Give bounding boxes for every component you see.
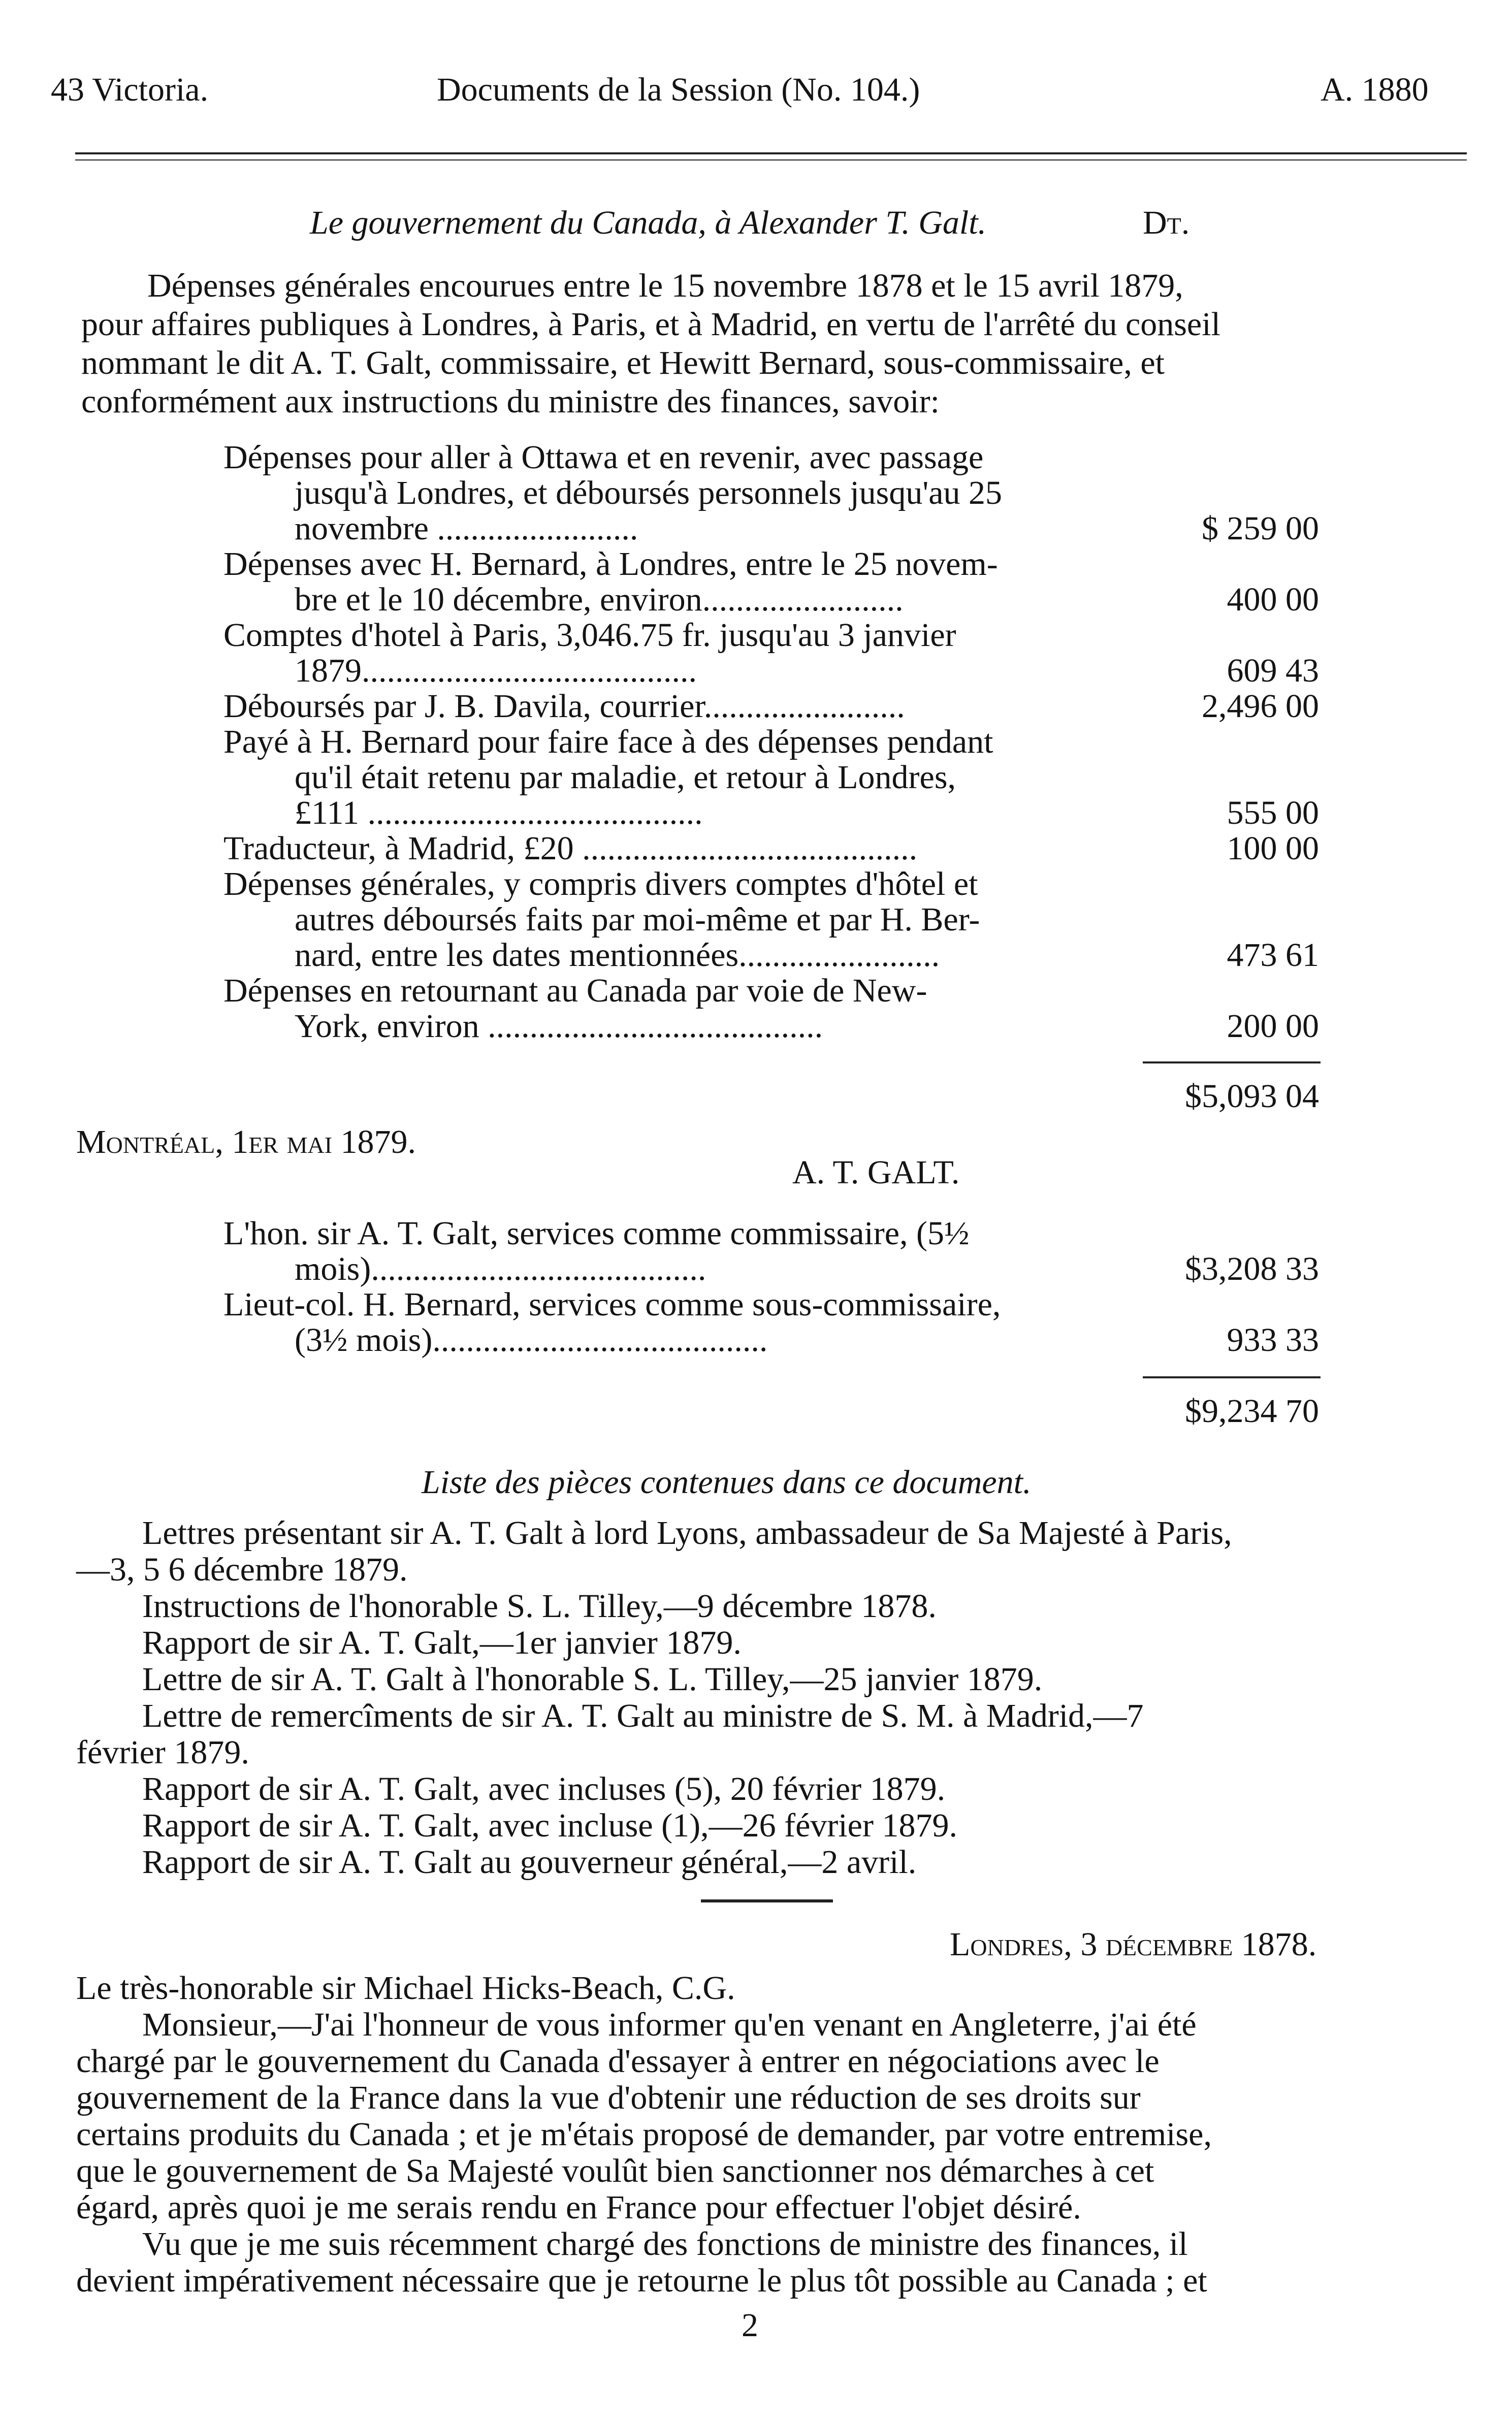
item-line: autres déboursés faits par moi-même et par H. Ber- [295,901,980,938]
header-center: Documents de la Session (No. 104.) [437,71,920,108]
item-line: York, environ ........................................ [295,1008,823,1045]
service-line: (3½ mois)........................................ [295,1321,768,1359]
letter-line: égard, après quoi je me serais rendu en France pour effectuer l'objet désiré. [76,2189,1081,2226]
header-rule-thin [75,159,1467,160]
item-line: qu'il était retenu par maladie, et retour à Londres, [295,759,956,796]
intro-line: pour affaires publiques à Londres, à Paris, et à Madrid, en vertu de l'arrêté du conseil [81,306,1220,343]
service-line: mois)........................................ [295,1250,706,1287]
service-line: Lieut-col. H. Bernard, services comme sous-commissaire, [223,1286,1001,1323]
letter-line: Vu que je me suis récemment chargé des fonctions de ministre des finances, il [142,2225,1188,2263]
item-line: Payé à H. Bernard pour faire face à des dépenses pendant [223,723,993,760]
letter-line: gouvernement de la France dans la vue d'obtenir une réduction de ses droits sur [76,2079,1141,2116]
subtotal-rule [1143,1061,1321,1063]
letter-line: certains produits du Canada ; et je m'étais proposé de demander, par votre entremise, [76,2116,1212,2153]
item-line: Comptes d'hotel à Paris, 3,046.75 fr. jusqu'au 3 janvier [223,617,956,654]
header-left: 43 Victoria. [51,71,209,108]
total-amount: $5,093 04 [1185,1078,1319,1115]
item-amount: 2,496 00 [1202,688,1319,725]
piece-line: Lettres présentant sir A. T. Galt à lord Lyons, ambassadeur de Sa Majesté à Paris, [142,1514,1232,1552]
item-amount: 473 61 [1227,937,1319,974]
account-dt: Dt. [1143,204,1190,241]
item-amount: 400 00 [1227,581,1319,618]
service-amount: $3,208 33 [1185,1250,1319,1287]
item-amount: 200 00 [1227,1008,1319,1045]
item-line: Traducteur, à Madrid, £20 ........................................ [223,830,918,867]
item-line: Déboursés par J. B. Davila, courrier........................ [223,688,905,725]
intro-line: Dépenses générales encourues entre le 15 novembre 1878 et le 15 avril 1879, [147,267,1183,304]
letter-place-date: Londres, 3 décembre 1878. [950,1926,1317,1963]
grand-total-amount: $9,234 70 [1185,1393,1319,1430]
letter-addressee: Le très-honorable sir Michael Hicks-Beach, C.G. [76,1970,735,2007]
section-divider [701,1899,833,1902]
piece-line: Rapport de sir A. T. Galt,—1er janvier 1879. [142,1624,742,1661]
service-line: L'hon. sir A. T. Galt, services comme commissaire, (5½ [223,1215,970,1252]
item-amount: 555 00 [1227,794,1319,831]
page-number: 2 [742,2307,758,2344]
letter-line: devient impérativement nécessaire que je retourne le plus tôt possible au Canada ; et [76,2262,1207,2299]
item-line: Dépenses avec H. Bernard, à Londres, entre le 25 novem- [223,545,998,583]
item-line: jusqu'à Londres, et déboursés personnels jusqu'au 25 [295,474,1003,511]
item-line: Dépenses en retournant au Canada par voie de New- [223,972,927,1009]
item-line: £111 ........................................ [295,794,703,831]
piece-line: Rapport de sir A. T. Galt, avec incluses (5), 20 février 1879. [142,1770,946,1807]
piece-line: Rapport de sir A. T. Galt, avec incluse (1),—26 février 1879. [142,1807,957,1844]
piece-line: Instructions de l'honorable S. L. Tilley,—9 décembre 1878. [142,1588,937,1625]
letter-line: que le gouvernement de Sa Majesté voulût bien sanctionner nos démarches à cet [76,2152,1154,2189]
item-line: 1879........................................ [295,652,697,689]
item-amount: $ 259 00 [1202,510,1319,547]
intro-line: nommant le dit A. T. Galt, commissaire, et Hewitt Bernard, sous-commissaire, et [81,344,1165,381]
letter-line: chargé par le gouvernement du Canada d'essayer à entrer en négociations avec le [76,2043,1160,2080]
piece-line: Lettre de remercîments de sir A. T. Galt au ministre de S. M. à Madrid,—7 [142,1697,1144,1734]
signature: A. T. GALT. [792,1154,960,1191]
item-line: bre et le 10 décembre, environ........................ [295,581,904,618]
header-right: A. 1880 [1321,71,1429,108]
item-line: Dépenses pour aller à Ottawa et en revenir, avec passage [223,439,984,476]
intro-line: conformément aux instructions du ministre des finances, savoir: [81,383,940,420]
item-line: novembre ........................ [295,510,638,547]
item-amount: 100 00 [1227,830,1319,867]
piece-line: Rapport de sir A. T. Galt au gouverneur général,—2 avril. [142,1844,917,1881]
service-amount: 933 33 [1227,1321,1319,1359]
piece-line: février 1879. [76,1734,249,1771]
grand-total-rule [1143,1376,1321,1378]
place-date: Montréal, 1er mai 1879. [76,1123,416,1160]
item-line: nard, entre les dates mentionnées........................ [295,937,940,974]
account-title: Le gouvernement du Canada, à Alexander T. Galt. [310,204,987,241]
header-rule [75,152,1467,154]
letter-line: Monsieur,—J'ai l'honneur de vous informer qu'en venant en Angleterre, j'ai été [142,2006,1197,2043]
item-line: Dépenses générales, y compris divers comptes d'hôtel et [223,865,978,902]
piece-line: Lettre de sir A. T. Galt à l'honorable S. L. Tilley,—25 janvier 1879. [142,1661,1043,1698]
piece-line: —3, 5 6 décembre 1879. [76,1551,408,1588]
pieces-title: Liste des pièces contenues dans ce document. [422,1464,1032,1501]
item-amount: 609 43 [1227,652,1319,689]
